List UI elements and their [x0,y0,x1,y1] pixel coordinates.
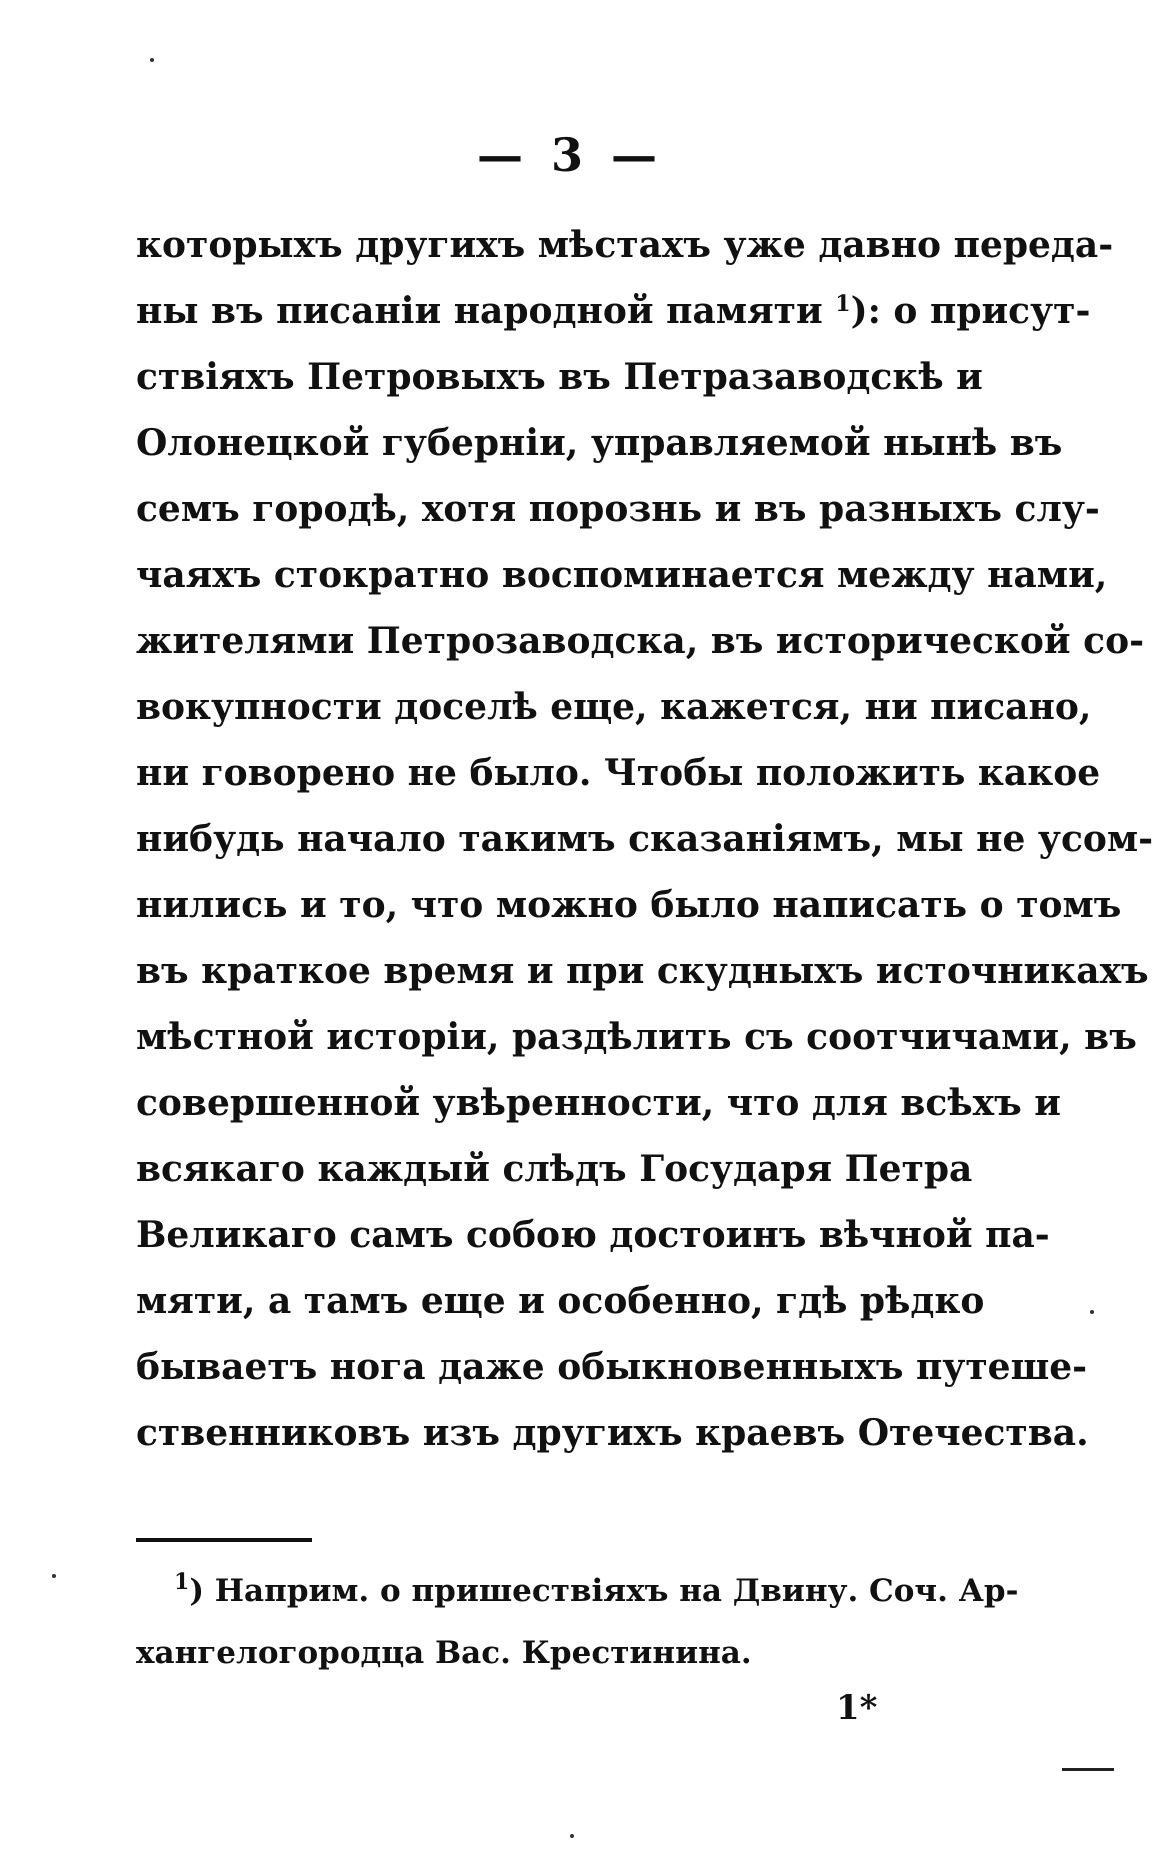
footnote-text-1: ) Наприм. о пришествіяхъ на Двину. Соч. Ар- [189,1573,1019,1609]
text-line-10: нибудь начало такимъ сказаніямъ, мы не усом- [136,818,1153,860]
text-line-14: совершенной увѣренности, что для всѣхъ и [136,1082,1061,1124]
text-line-9: ни говорено не было. Чтобы положить какое [136,752,1101,794]
footnote-line-2: хангелогородца Вас. Крестинина. [136,1635,752,1671]
text-line-8: вокупности доселѣ еще, кажется, ни писано, [136,686,1092,728]
text-line-6: чаяхъ стократно воспоминается между нами, [136,554,1108,596]
text-line-18: бываетъ нога даже обыкновенныхъ путеше- [136,1346,1088,1388]
text-line-2-tail: ): о присут- [850,290,1091,332]
body-text [136,212,1153,1466]
text-line-4: Олонецкой губерніи, управляемой нынѣ въ [136,422,1063,464]
text-line-11: нились и то, что можно было написать о томъ [136,884,1122,926]
footnote [136,1560,1019,1684]
text-line-15: всякаго каждый слѣдъ Государя Петра [136,1148,973,1190]
page-edge-mark [1062,1768,1114,1771]
text-line-19: ственниковъ изъ другихъ краевъ Отечества. [136,1412,1089,1454]
page-number: — 3 — [476,128,664,182]
footnote-marker: 1 [174,1569,190,1595]
text-line-7: жителями Петрозаводска, въ исторической со- [136,620,1145,662]
signature-mark: 1* [836,1688,878,1728]
ink-speck [150,58,154,62]
text-line-2-main: ны въ писаніи народной памяти [136,290,823,332]
text-line-13: мѣстной исторіи, раздѣлить съ соотчичами, въ [136,1016,1137,1058]
ink-speck [570,1834,574,1838]
text-line-16: Великаго самъ собою достоинъ вѣчной па- [136,1214,1050,1256]
text-line-2 [136,278,1091,344]
ink-speck [1090,1310,1094,1314]
text-line-17: мяти, а тамъ еще и особенно, гдѣ рѣдко [136,1280,985,1322]
text-line-3: ствіяхъ Петровыхъ въ Петразаводскѣ и [136,356,983,398]
text-line-12: въ краткое время и при скудныхъ источникахъ [136,950,1149,992]
footnote-reference: 1 [835,291,851,317]
footnote-divider [136,1538,312,1542]
footnote-line-1 [136,1560,1019,1622]
ink-speck [52,1574,56,1578]
text-line-5: семъ городѣ, хотя порознь и въ разныхъ слу- [136,488,1100,530]
text-line-1: которыхъ другихъ мѣстахъ уже давно переда- [136,224,1114,266]
